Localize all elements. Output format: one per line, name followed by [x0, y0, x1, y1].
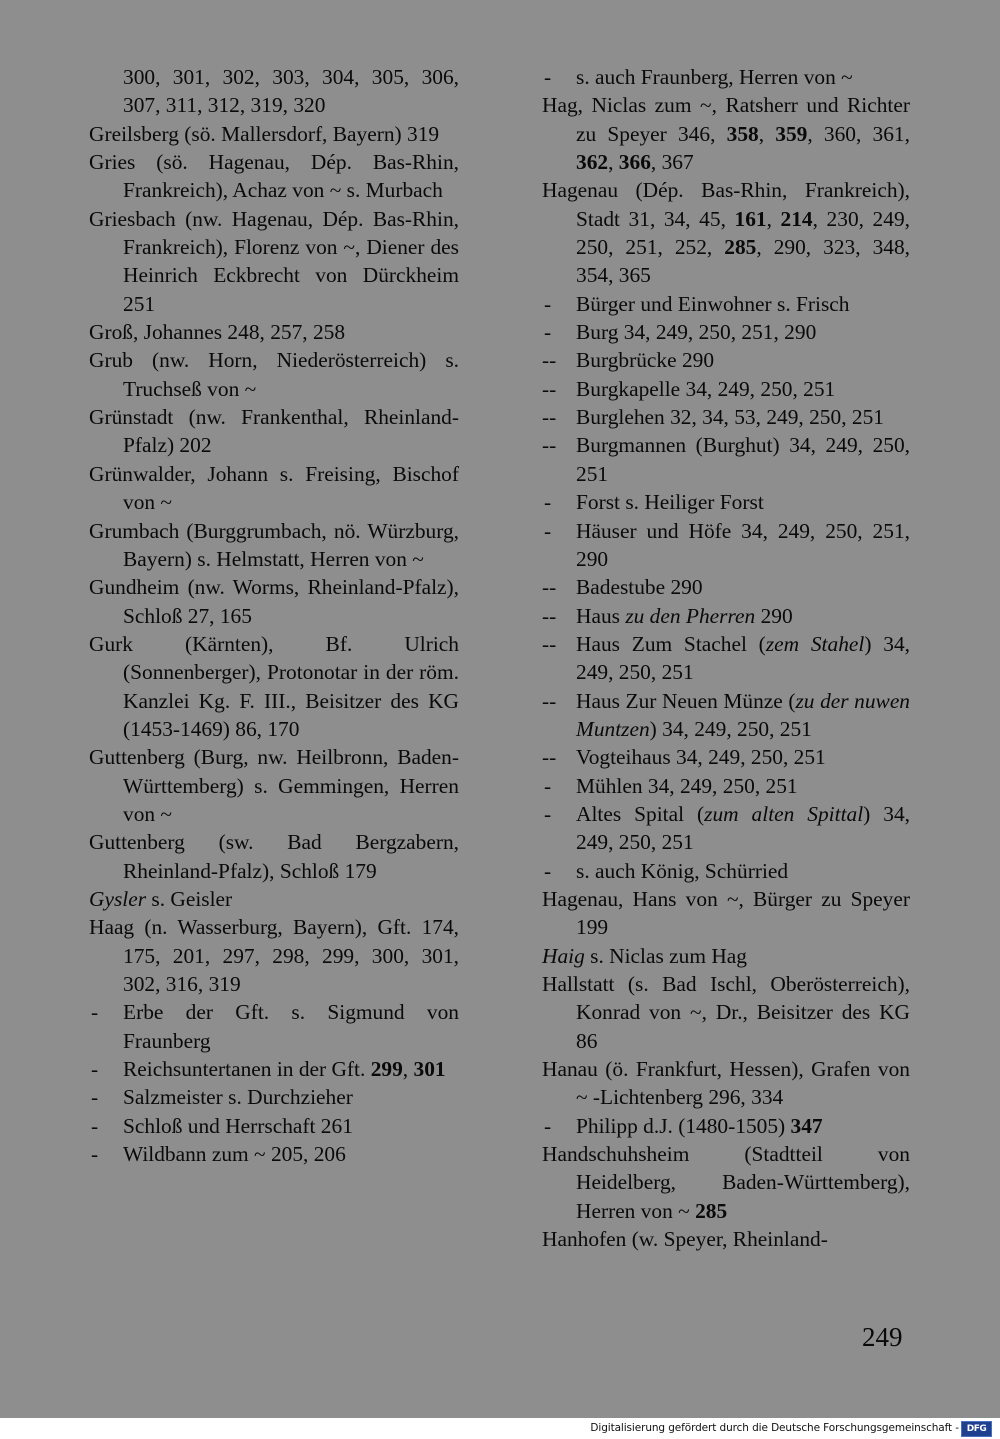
index-entry [542, 1055, 910, 1112]
entry-text: 290 [755, 603, 793, 628]
entry-text: Hagenau, Hans von ~, Bürger zu Speyer 199 [542, 886, 910, 940]
index-entry [89, 403, 459, 460]
index-subentry [542, 375, 910, 403]
index-subentry [542, 800, 910, 857]
entry-text: Griesbach (nw. Hagenau, Dép. Bas-Rhin, Frankreich), Florenz von ~, Diener des Heinrich Eckbrecht von Dürckheim 251 [89, 206, 459, 316]
index-subentry [542, 1112, 910, 1140]
entry-text: , 360, 361, [807, 121, 910, 146]
entry-text: Grünstadt (nw. Frankenthal, Rheinland-Pfalz) 202 [89, 405, 459, 458]
entry-text: Gundheim (nw. Worms, Rheinland-Pfalz), Schloß 27, 165 [89, 575, 459, 628]
index-entry [89, 205, 459, 318]
index-entry-continuation [89, 63, 459, 120]
index-subentry [542, 63, 910, 91]
index-subentry [542, 318, 910, 346]
entry-text: Altes Spital ( [576, 801, 705, 826]
subentry-dash: - [544, 1113, 552, 1138]
entry-text: Mühlen 34, 249, 250, 251 [576, 773, 798, 798]
entry-text: s. auch König, Schürried [576, 858, 789, 883]
index-subentry [89, 998, 459, 1055]
entry-text: Reichsuntertanen in der Gft. [123, 1057, 371, 1082]
subentry-dash: - [91, 1113, 99, 1138]
entry-text: Forst s. Heiliger Forst [576, 490, 764, 515]
entry-text: Grub (nw. Horn, Niederösterreich) s. Truchseß von ~ [89, 348, 459, 401]
subentry-dash: - [91, 1000, 99, 1025]
subentry-dash: -- [542, 348, 557, 373]
subentry-dash: - [544, 801, 552, 826]
index-entry [89, 318, 459, 346]
entry-text: s. auch Fraunberg, Herren von ~ [576, 65, 853, 89]
subentry-dash: -- [542, 745, 557, 770]
entry-text: 300, 301, 302, 303, 304, 305, 306, 307, 311, 312, 319, 320 [123, 65, 459, 118]
index-subentry [542, 431, 910, 488]
index-subentry [542, 772, 910, 800]
entry-text: , [402, 1057, 414, 1082]
subentry-dash: -- [542, 376, 557, 401]
entry-text: Haus Zum Stachel ( [576, 631, 766, 656]
index-subentry [89, 1055, 459, 1083]
entry-text: ) 34, 249, 250, 251 [576, 801, 910, 855]
subentry-dash: - [544, 518, 552, 543]
entry-text: Salzmeister s. Durchzieher [123, 1085, 353, 1110]
entry-text: Burgmannen (Burghut) 34, 249, 250, 251 [576, 433, 910, 486]
entry-text: s. Niclas zum Hag [584, 943, 747, 968]
entry-text: Gurk (Kärnten), Bf. Ulrich (Sonnenberger), Protonotar in der röm. Kanzlei Kg. F. III., Beisitzer des KG (1453-1469) 86, 170 [89, 631, 459, 741]
italic-text: Haig [542, 943, 585, 968]
subentry-dash: -- [542, 688, 557, 713]
entry-text: Wildbann zum ~ 205, 206 [123, 1142, 346, 1167]
index-entry [89, 148, 459, 205]
subentry-dash: - [91, 1085, 99, 1110]
entry-text: Gries (sö. Hagenau, Dép. Bas-Rhin, Frankreich), Achaz von ~ s. Murbach [89, 150, 459, 203]
bold-page-ref: 358 [726, 121, 759, 146]
entry-text: Burgbrücke 290 [576, 348, 715, 373]
italic-text: zu der nuwen Muntzen [576, 688, 911, 741]
entry-text: Schloß und Herrschaft 261 [123, 1113, 353, 1138]
subentry-dash: - [544, 291, 552, 316]
subentry-dash: - [544, 773, 552, 798]
bold-page-ref: 214 [780, 206, 813, 231]
index-subentry [542, 403, 910, 431]
index-entry [89, 828, 459, 885]
entry-text: , 230, 249, 250, 251, 252, [576, 206, 910, 260]
entry-text: Grumbach (Burggrumbach, nö. Würzburg, Bayern) s. Helmstatt, Herren von ~ [89, 518, 459, 571]
subentry-dash: - [91, 1057, 99, 1082]
index-subentry [542, 488, 910, 516]
entry-text: Haus Zur Neuen Münze ( [576, 688, 796, 713]
entry-text: , 367 [650, 150, 694, 175]
entry-text: Hag, Niclas zum ~, Ratsherr und Richter zu Speyer 346, [542, 93, 910, 146]
subentry-dash: - [544, 65, 552, 89]
index-subentry [542, 573, 910, 601]
italic-text: zem Stahel [765, 631, 865, 656]
entry-text: Vogteihaus 34, 249, 250, 251 [576, 745, 826, 770]
index-subentry [542, 687, 910, 744]
entry-text: , [608, 150, 619, 175]
index-subentry [542, 602, 910, 630]
entry-text: ) 34, 249, 250, 251 [649, 716, 812, 741]
entry-text: Hagenau (Dép. Bas-Rhin, Frankreich), Stadt 31, 34, 45, [542, 178, 910, 231]
index-subentry [542, 517, 910, 574]
index-subentry [542, 346, 910, 374]
index-entry [542, 1225, 910, 1253]
entry-text: Hanhofen (w. Speyer, Rheinland- [542, 1227, 828, 1252]
entry-text: Erbe der Gft. s. Sigmund von Fraunberg [123, 1000, 459, 1053]
index-subentry [542, 630, 910, 687]
subentry-dash: - [544, 320, 552, 345]
entry-text: Haag (n. Wasserburg, Bayern), Gft. 174, 175, 201, 297, 298, 299, 300, 301, 302, 316, 319 [89, 915, 459, 996]
index-subentry [89, 1112, 459, 1140]
subentry-dash: -- [542, 575, 557, 600]
entry-text: Handschuhsheim (Stadtteil von Heidelberg, Baden-Württemberg), Herren von ~ [542, 1142, 910, 1223]
entry-text: Philipp d.J. (1480-1505) [576, 1113, 791, 1138]
bold-page-ref: 366 [618, 150, 651, 175]
entry-text: Burglehen 32, 34, 53, 249, 250, 251 [576, 405, 884, 430]
index-column-right [542, 63, 910, 1253]
subentry-dash: -- [542, 433, 557, 458]
entry-text: s. Geisler [146, 886, 233, 911]
entry-text: , [766, 206, 781, 231]
index-subentry [89, 1083, 459, 1111]
entry-text: Guttenberg (sw. Bad Bergzabern, Rheinland-Pfalz), Schloß 179 [89, 830, 459, 883]
index-subentry [542, 857, 910, 885]
subentry-dash: - [544, 858, 552, 883]
index-entry [542, 885, 910, 942]
index-entry [89, 573, 459, 630]
entry-text: Guttenberg (Burg, nw. Heilbronn, Baden-Württemberg) s. Gemmingen, Herren von ~ [89, 745, 459, 826]
index-subentry [542, 290, 910, 318]
italic-text: zu den Pherren [625, 603, 756, 628]
subentry-dash: -- [542, 603, 557, 628]
entry-text: Groß, Johannes 248, 257, 258 [89, 320, 346, 345]
entry-text: Burg 34, 249, 250, 251, 290 [576, 320, 817, 345]
entry-text: Burgkapelle 34, 249, 250, 251 [576, 376, 836, 401]
entry-text: Badestube 290 [576, 575, 703, 600]
subentry-dash: -- [542, 631, 557, 656]
dfg-logo: DFG [961, 1421, 992, 1437]
index-entry [89, 913, 459, 998]
bold-page-ref: 299 [370, 1057, 403, 1082]
bold-page-ref: 347 [790, 1113, 823, 1138]
index-entry [89, 460, 459, 517]
index-entry [89, 743, 459, 828]
index-entry [542, 176, 910, 289]
index-entry [89, 885, 459, 913]
subentry-dash: - [91, 1142, 99, 1167]
bold-page-ref: 285 [724, 235, 757, 260]
index-entry [542, 1140, 910, 1225]
entry-text: Greilsberg (sö. Mallersdorf, Bayern) 319 [89, 121, 440, 146]
page-number: 249 [862, 1322, 903, 1352]
index-entry [542, 942, 910, 970]
index-entry [542, 91, 910, 176]
index-entry [89, 517, 459, 574]
index-entry [89, 346, 459, 403]
entry-text: Hanau (ö. Frankfurt, Hessen), Grafen von ~ -Lichtenberg 296, 334 [542, 1057, 910, 1110]
index-entry [542, 970, 910, 1055]
entry-text: Haus [576, 603, 626, 628]
entry-text: Bürger und Einwohner s. Frisch [576, 291, 850, 316]
entry-text: Grünwalder, Johann s. Freising, Bischof von ~ [89, 461, 459, 515]
footer-credit-text: Digitalisierung gefördert durch die Deutsche Forschungsgemeinschaft - [590, 1422, 959, 1434]
entry-text: Häuser und Höfe 34, 249, 250, 251, 290 [576, 518, 910, 571]
index-entry [89, 630, 459, 743]
italic-text: zum alten Spittal [704, 801, 864, 826]
index-column-left [89, 63, 459, 1168]
bold-page-ref: 161 [734, 206, 767, 231]
bold-page-ref: 301 [413, 1057, 446, 1082]
entry-text: , [758, 121, 776, 146]
italic-text: Gysler [89, 886, 147, 911]
entry-text: , 290, 323, 348, 354, 365 [576, 235, 910, 288]
entry-text: ) 34, 249, 250, 251 [576, 631, 910, 685]
footer-bar [0, 1418, 1000, 1439]
subentry-dash: - [544, 490, 552, 515]
bold-page-ref: 285 [695, 1198, 728, 1223]
bold-page-ref: 359 [775, 121, 808, 146]
index-subentry [542, 743, 910, 771]
entry-text: Hallstatt (s. Bad Ischl, Oberösterreich), Konrad von ~, Dr., Beisitzer des KG 86 [542, 972, 910, 1053]
subentry-dash: -- [542, 405, 557, 430]
index-entry [89, 120, 459, 148]
index-subentry [89, 1140, 459, 1168]
bold-page-ref: 362 [576, 150, 609, 175]
